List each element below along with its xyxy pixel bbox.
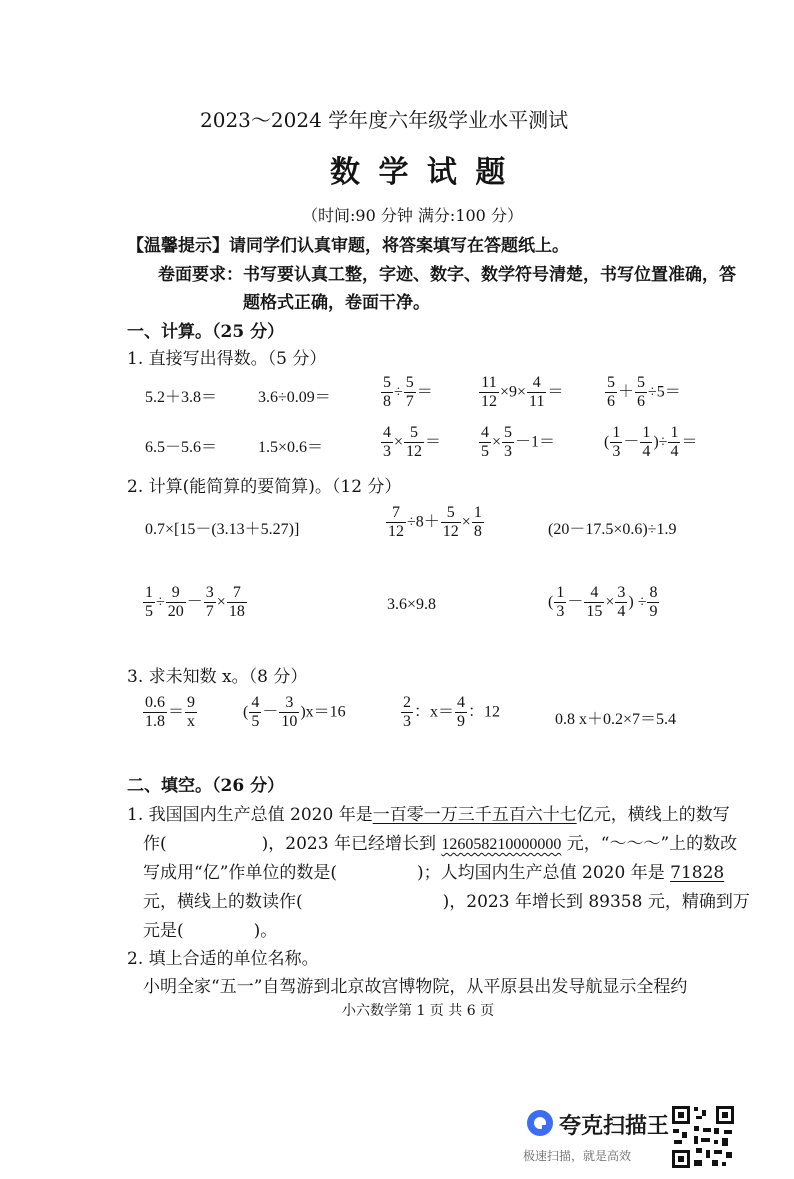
fill-q1-text: )；人均国内生产总值 2020 年是 bbox=[417, 863, 665, 883]
fill-q1-text: 元，“～～～”上的数改 bbox=[566, 834, 738, 854]
qr-code bbox=[670, 1104, 736, 1170]
q3-item-b: ( $\frac{4}{5}$ － $\frac{3}{10}$ )x＝16 bbox=[243, 694, 346, 731]
q1-item-8: $\frac{4}{3}$ × $\frac{5}{12}$ ＝ bbox=[383, 424, 442, 461]
q1-item-5: $\frac{5}{6}$ ＋ $\frac{5}{6}$ ÷5＝ bbox=[607, 374, 681, 411]
fill-q1-line-4 bbox=[143, 887, 750, 912]
scanner-brand: 夸克扫描王 bbox=[559, 1114, 670, 1139]
q1-item-7: 1.5×0.6＝ bbox=[258, 439, 324, 456]
fill-q1-text: 亿元，横线上的数写 bbox=[576, 805, 730, 825]
q2-item-f: ( $\frac{1}{3}$ － $\frac{4}{15}$ × $\frac{3}{4}$ ) ÷ $\frac{8}{9}$ bbox=[548, 584, 658, 621]
underlined-number-words: 一百零一万三千五百六十七 bbox=[372, 805, 577, 825]
fill-q1-text: )，2023 年已经增长到 bbox=[261, 834, 436, 854]
requirement-line-2: 题格式正确，卷面干净。 bbox=[243, 293, 430, 313]
section-1-heading: 一、计算。（25 分） bbox=[127, 322, 285, 342]
q1-item-4: $\frac{11}{12}$ ×9× $\frac{4}{11}$ ＝ bbox=[481, 374, 564, 411]
fill-q1-text: )。 bbox=[253, 921, 278, 941]
q3-item-d: 0.8 x＋0.2×7＝5.4 bbox=[555, 711, 677, 728]
requirement-line-1: 卷面要求：书写要认真工整，字迹、数字、数学符号清楚，书写位置准确，答 bbox=[158, 265, 736, 285]
question-3-heading: 3. 求未知数 x。（8 分） bbox=[127, 667, 308, 687]
question-2-heading: 2. 计算(能简算的要简算)。（12 分） bbox=[127, 477, 402, 497]
wavy-underlined-number: 126058210000000 bbox=[441, 836, 562, 853]
fill-q1-text: )，2023 年增长到 89358 元，精确到万 bbox=[442, 892, 750, 912]
fill-q1-text: 1. 我国国内生产总值 2020 年是 bbox=[127, 805, 373, 825]
fill-q2-heading: 2. 填上合适的单位名称。 bbox=[127, 949, 319, 969]
scanner-slogan: 极速扫描，就是高效 bbox=[523, 1149, 632, 1163]
q2-item-b: $\frac{7}{12}$ ÷8＋ $\frac{5}{12}$ × $\frac{1}{8}$ bbox=[388, 504, 482, 541]
scanner-logo bbox=[525, 1108, 555, 1142]
q3-item-a: $\frac{0.6}{1.8}$ ＝ $\frac{9}{x}$ bbox=[145, 694, 196, 731]
q1-item-1: 5.2＋3.8＝ bbox=[145, 389, 218, 406]
fill-q1-line-3 bbox=[143, 858, 724, 883]
q2-item-d: $\frac{1}{5}$ ÷ $\frac{9}{20}$ － $\frac{3}{7}$ × $\frac{7}{18}$ bbox=[145, 584, 245, 621]
fill-q1-text: 写成用“亿”作单位的数是( bbox=[143, 863, 338, 883]
q1-item-2: 3.6÷0.09＝ bbox=[258, 389, 331, 406]
fill-q1-text: 元，横线上的数读作( bbox=[143, 892, 303, 912]
fill-q1-text: 作( bbox=[143, 834, 167, 854]
exam-time-score: （时间:90 分钟 满分:100 分） bbox=[302, 206, 523, 225]
q1-item-3: $\frac{5}{8}$ ÷ $\frac{5}{7}$ ＝ bbox=[383, 374, 433, 411]
exam-year-heading: 2023～2024 学年度六年级学业水平测试 bbox=[200, 108, 569, 132]
fill-q1-line-2 bbox=[143, 829, 737, 854]
q1-item-6: 6.5－5.6＝ bbox=[145, 439, 218, 456]
quark-logo-icon bbox=[525, 1108, 555, 1138]
fill-q2-text: 小明全家“五一”自驾游到北京故宫博物院，从平原县出发导航显示全程约 bbox=[143, 977, 688, 997]
page-title: 数 学 试 题 bbox=[330, 155, 510, 190]
section-2-heading: 二、填空。（26 分） bbox=[127, 776, 285, 796]
fill-q1-text: 元是( bbox=[143, 921, 184, 941]
q3-item-c: $\frac{2}{3}$ ：x＝ $\frac{4}{9}$ ：12 bbox=[403, 694, 501, 731]
q1-item-10: ( $\frac{1}{3}$ － $\frac{1}{4}$ )÷ $\frac{1}{4}$ ＝ bbox=[604, 424, 698, 461]
q1-item-9: $\frac{4}{5}$ × $\frac{5}{3}$ －1＝ bbox=[481, 424, 556, 461]
fill-q1-line-1 bbox=[127, 800, 730, 825]
q2-item-a: 0.7×[15－(3.13＋5.27)] bbox=[145, 521, 300, 538]
reminder-text: 【温馨提示】请同学们认真审题，将答案填写在答题纸上。 bbox=[127, 236, 569, 256]
q2-item-c: (20－17.5×0.6)÷1.9 bbox=[548, 521, 677, 538]
question-1-heading: 1. 直接写出得数。（5 分） bbox=[127, 349, 327, 369]
page-number: 小六数学第 1 页 共 6 页 bbox=[342, 1003, 495, 1019]
qr-code-icon bbox=[670, 1104, 736, 1170]
fill-q1-line-5 bbox=[143, 916, 277, 941]
q2-item-e: 3.6×9.8 bbox=[387, 596, 437, 613]
underlined-per-capita-value: 71828 bbox=[670, 863, 725, 883]
